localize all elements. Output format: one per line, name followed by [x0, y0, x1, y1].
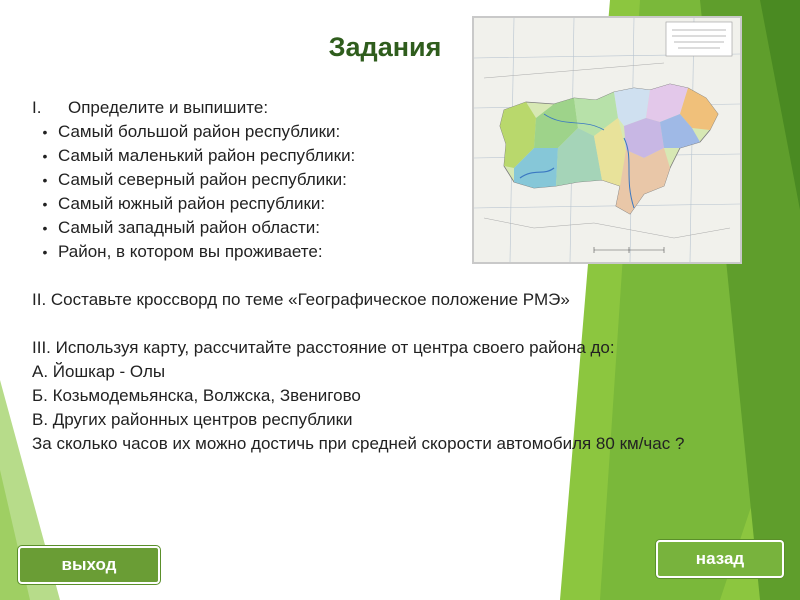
list-item	[32, 192, 732, 216]
list-item	[32, 216, 732, 240]
slide-title: Задания	[328, 32, 442, 62]
exit-button[interactable]: выход	[18, 546, 160, 584]
list-item-text: Район, в котором вы проживаете:	[58, 242, 323, 261]
section-1-number: I.	[32, 98, 42, 117]
list-item	[32, 120, 732, 144]
section-3-intro: III. Используя карту, рассчитайте расстояние от центра своего района до:	[32, 338, 615, 357]
back-button[interactable]: назад	[656, 540, 784, 578]
list-item	[32, 168, 732, 192]
bullet-icon: •	[42, 244, 48, 260]
section-2-text: II. Составьте кроссворд по теме «Географическое положение РМЭ»	[32, 290, 570, 309]
list-item-text: Самый южный район республики:	[58, 194, 326, 213]
list-item-text: Самый северный район республики:	[58, 170, 347, 189]
section-3-question: За сколько часов их можно достичь при средней скорости автомобиля 80 км/час ?	[32, 434, 685, 453]
tasks-content	[32, 96, 732, 456]
list-item-text: Самый западный район области:	[58, 218, 320, 237]
list-item	[32, 240, 732, 264]
list-item	[32, 144, 732, 168]
bullet-icon: •	[42, 220, 48, 236]
bullet-icon: •	[42, 124, 48, 140]
section-1-heading	[32, 96, 732, 120]
bullet-icon: •	[42, 172, 48, 188]
section-1-list	[32, 120, 732, 264]
list-item-text: Самый большой район республики:	[58, 122, 341, 141]
section-3-item-b: Б. Козьмодемьянска, Волжска, Звенигово	[32, 386, 361, 405]
bullet-icon: •	[42, 196, 48, 212]
list-item-text: Самый маленький район республики:	[58, 146, 356, 165]
section-1-title: Определите и выпишите:	[68, 98, 269, 117]
section-3-item-a: А. Йошкар - Олы	[32, 362, 166, 381]
section-3-item-c: В. Других районных центров республики	[32, 410, 353, 429]
bullet-icon: •	[42, 148, 48, 164]
